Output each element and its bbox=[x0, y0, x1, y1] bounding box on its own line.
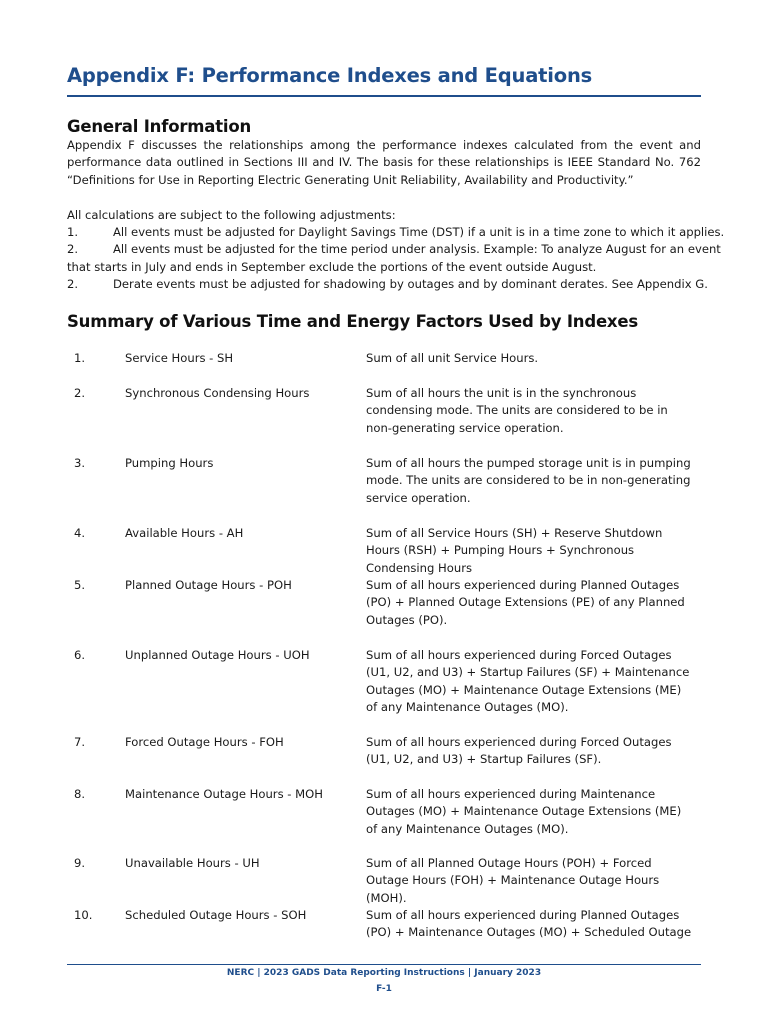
page-number: F-1 bbox=[376, 984, 392, 994]
row-number: 2. bbox=[74, 386, 86, 400]
row-number: 7. bbox=[74, 735, 86, 749]
summary-heading: Summary of Various Time and Energy Factors Used by Indexes bbox=[67, 312, 638, 331]
page-footer: NERC | 2023 GADS Data Reporting Instructions | January 2023 bbox=[226, 968, 542, 978]
row-description: Sum of all hours experienced during Forced Outages (U1, U2, and U3) + Startup Failures (SF). bbox=[366, 735, 672, 767]
adjustment-item bbox=[67, 241, 721, 258]
adjustment-text: All events must be adjusted for the time period under analysis. Example: To analyze August for an event bbox=[113, 242, 721, 256]
row-number: 6. bbox=[74, 648, 86, 662]
row-description: Sum of all hours the pumped storage unit is in pumping mode. The units are considered to be in non-generating service operation. bbox=[366, 456, 691, 505]
row-name: Maintenance Outage Hours - MOH bbox=[125, 787, 324, 801]
row-description: Sum of all hours experienced during Maintenance Outages (MO) + Maintenance Outage Extensions (ME) of any Maintenance Outages (MO). bbox=[366, 787, 682, 836]
adjustment-text: All events must be adjusted for Daylight Savings Time (DST) if a unit is in a time zone to which it applies. bbox=[113, 225, 725, 239]
adjustment-continuation: that starts in July and ends in September exclude the portions of the event outside August. bbox=[67, 260, 597, 274]
adjustment-item bbox=[67, 224, 725, 241]
row-name: Pumping Hours bbox=[125, 456, 214, 470]
row-number: 8. bbox=[74, 787, 86, 801]
adjustment-number: 2. bbox=[67, 277, 79, 291]
title-divider bbox=[67, 95, 701, 97]
row-description: Sum of all Planned Outage Hours (POH) + Forced Outage Hours (FOH) + Maintenance Outage Hours (MOH). bbox=[366, 856, 660, 905]
row-name: Scheduled Outage Hours - SOH bbox=[125, 908, 307, 922]
general-information-heading: General Information bbox=[67, 117, 252, 136]
row-number: 3. bbox=[74, 456, 86, 470]
row-name: Synchronous Condensing Hours bbox=[125, 386, 310, 400]
row-description: Sum of all unit Service Hours. bbox=[366, 351, 539, 365]
adjustment-text: Derate events must be adjusted for shadowing by outages and by dominant derates. See Appendix G. bbox=[113, 277, 708, 291]
row-name: Forced Outage Hours - FOH bbox=[125, 735, 284, 749]
adjustment-number: 1. bbox=[67, 225, 79, 239]
row-description: Sum of all hours the unit is in the synchronous condensing mode. The units are considered to be in non-generating service operation. bbox=[366, 386, 668, 435]
adjustment-item bbox=[67, 276, 708, 293]
row-description: Sum of all hours experienced during Forced Outages (U1, U2, and U3) + Startup Failures (SF) + Maintenance Outages (MO) + Maintenance Outage Extensions (ME) of any Maintenance Outages (MO). bbox=[366, 648, 690, 715]
general-paragraph: Appendix F discusses the relationships among the performance indexes calculated from the event and performance data outlined in Sections III and IV. The basis for these relationships is IEEE Standard No. 762 “Definitions for Use in Reporting Electric Generating Unit Reliability, Availability and Productivity.” bbox=[67, 138, 701, 187]
row-description: Sum of all hours experienced during Planned Outages (PO) + Planned Outage Extensions (PE) of any Planned Outages (PO). bbox=[366, 578, 685, 627]
adjustments-intro: All calculations are subject to the following adjustments: bbox=[67, 208, 396, 222]
row-description: Sum of all Service Hours (SH) + Reserve Shutdown Hours (RSH) + Pumping Hours + Synchronous Condensing Hours bbox=[366, 526, 663, 575]
page-title: Appendix F: Performance Indexes and Equations bbox=[67, 64, 593, 87]
row-number: 1. bbox=[74, 351, 86, 365]
row-name: Available Hours - AH bbox=[125, 526, 244, 540]
row-number: 10. bbox=[74, 908, 93, 922]
row-number: 4. bbox=[74, 526, 86, 540]
row-name: Planned Outage Hours - POH bbox=[125, 578, 292, 592]
row-name: Unavailable Hours - UH bbox=[125, 856, 260, 870]
row-name: Service Hours - SH bbox=[125, 351, 234, 365]
row-description: Sum of all hours experienced during Planned Outages (PO) + Maintenance Outages (MO) + Scheduled Outage bbox=[366, 908, 692, 940]
row-name: Unplanned Outage Hours - UOH bbox=[125, 648, 310, 662]
row-number: 5. bbox=[74, 578, 86, 592]
footer-divider bbox=[67, 964, 701, 965]
adjustment-number: 2. bbox=[67, 242, 79, 256]
row-number: 9. bbox=[74, 856, 86, 870]
